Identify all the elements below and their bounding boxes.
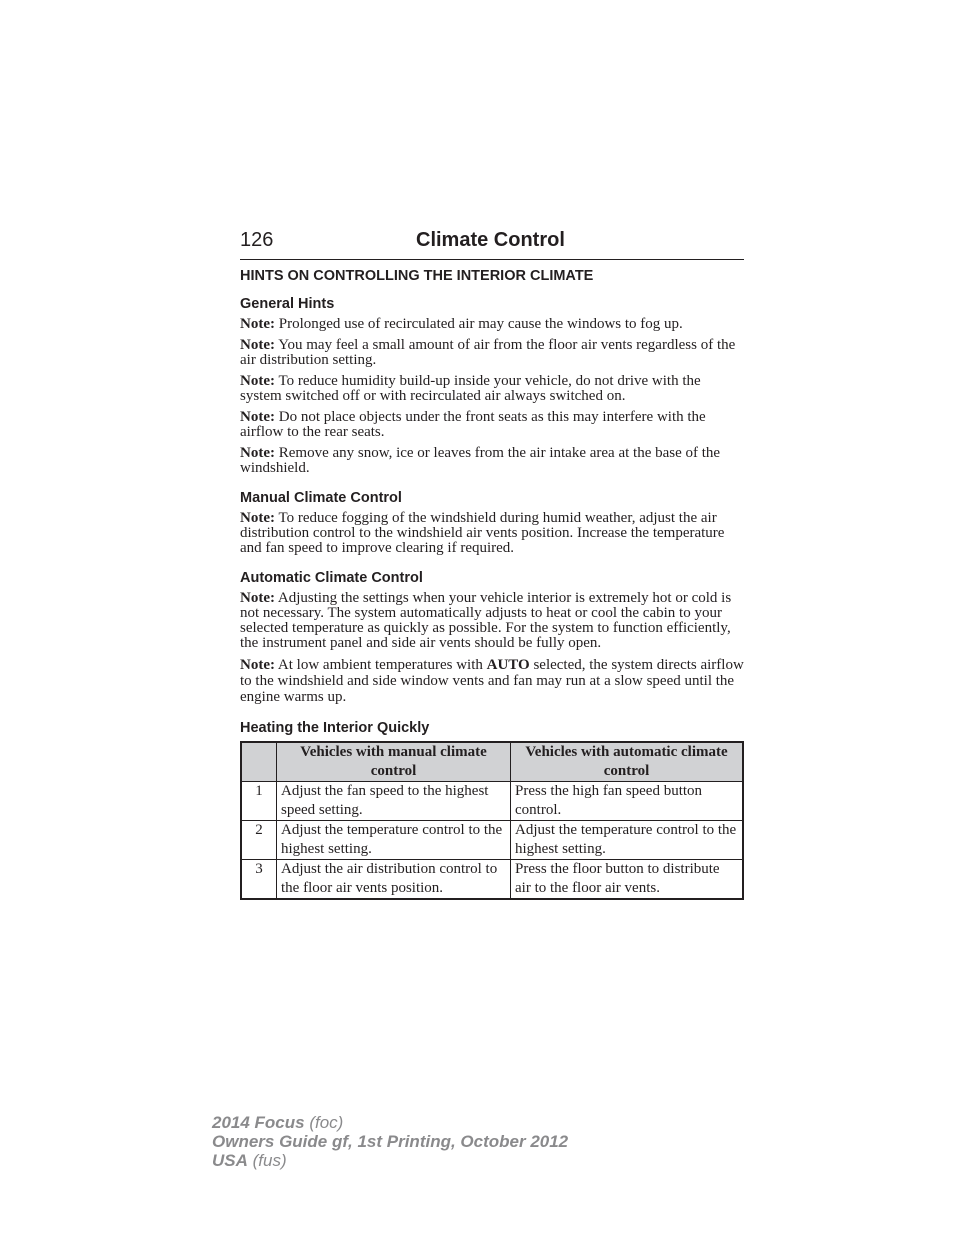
note-text: Adjusting the settings when your vehicle interior is extremely hot or cold is not necessary. The system automatically adjusts to heat or cool the cabin to your selected temperature as quickly as possible. For the system to function efficiently, the instrument panel and side air vents should be fully open. bbox=[240, 590, 732, 651]
note-text: At low ambient temperatures with bbox=[277, 657, 483, 673]
step-number: 3 bbox=[241, 860, 277, 900]
note-label: Note: bbox=[240, 590, 275, 606]
table-header-manual: Vehicles with manual climate control bbox=[277, 742, 511, 782]
note-label: Note: bbox=[240, 337, 275, 353]
automatic-climate-heading: Automatic Climate Control bbox=[240, 570, 423, 586]
page-number: 126 bbox=[240, 229, 274, 251]
manual-climate-heading: Manual Climate Control bbox=[240, 490, 402, 506]
page-header bbox=[240, 229, 744, 260]
note-paragraph bbox=[240, 657, 744, 705]
note-paragraph bbox=[240, 446, 744, 476]
footer-guide: Owners Guide gf, 1st Printing, October 2012 bbox=[212, 1132, 569, 1151]
footer-region: USA bbox=[212, 1151, 248, 1170]
manual-step: Adjust the fan speed to the highest speed setting. bbox=[277, 782, 511, 821]
table-header-row bbox=[241, 742, 743, 782]
heating-table bbox=[240, 741, 744, 900]
footer bbox=[212, 1113, 568, 1170]
table-row bbox=[241, 821, 743, 860]
manual-step: Adjust the air distribution control to the floor air vents position. bbox=[277, 860, 511, 900]
note-label: Note: bbox=[240, 510, 275, 526]
note-text: Prolonged use of recirculated air may cause the windows to fog up. bbox=[278, 316, 683, 332]
table-row bbox=[241, 860, 743, 900]
note-text: You may feel a small amount of air from the floor air vents regardless of the air distribution setting. bbox=[240, 337, 736, 368]
footer-line-region bbox=[212, 1151, 568, 1170]
footer-model: 2014 Focus bbox=[212, 1113, 305, 1132]
heating-quickly-heading: Heating the Interior Quickly bbox=[240, 720, 430, 736]
footer-model-code: (foc) bbox=[309, 1113, 344, 1132]
automatic-step: Press the floor button to distribute air to the floor air vents. bbox=[511, 860, 744, 900]
manual-step: Adjust the temperature control to the highest setting. bbox=[277, 821, 511, 860]
table-header-automatic: Vehicles with automatic climate control bbox=[511, 742, 744, 782]
footer-line-model bbox=[212, 1113, 568, 1132]
note-text: Do not place objects under the front seats as this may interfere with the airflow to the rear seats. bbox=[240, 409, 706, 440]
footer-region-code: (fus) bbox=[252, 1151, 287, 1170]
note-label: Note: bbox=[240, 316, 275, 332]
note-label: Note: bbox=[240, 373, 275, 389]
step-number: 1 bbox=[241, 782, 277, 821]
note-paragraph bbox=[240, 591, 744, 651]
note-text: selected, the system directs airflow to the windshield and side window vents and fan may run at a slow speed until the engine warms up. bbox=[240, 657, 744, 705]
main-content bbox=[240, 268, 744, 900]
note-label: Note: bbox=[240, 657, 275, 673]
note-paragraph bbox=[240, 410, 744, 440]
note-text: Remove any snow, ice or leaves from the air intake area at the base of the windshield. bbox=[240, 445, 721, 476]
table-row bbox=[241, 782, 743, 821]
page-title: Climate Control bbox=[416, 229, 565, 251]
note-paragraph bbox=[240, 317, 744, 332]
step-number: 2 bbox=[241, 821, 277, 860]
note-text: To reduce humidity build-up inside your vehicle, do not drive with the system switched off or with recirculated air always switched on. bbox=[240, 373, 701, 404]
general-hints-heading: General Hints bbox=[240, 296, 335, 312]
automatic-step: Adjust the temperature control to the highest setting. bbox=[511, 821, 744, 860]
note-label: Note: bbox=[240, 409, 275, 425]
note-paragraph bbox=[240, 511, 744, 556]
automatic-step: Press the high fan speed button control. bbox=[511, 782, 744, 821]
section-title: HINTS ON CONTROLLING THE INTERIOR CLIMATE bbox=[240, 268, 594, 284]
note-paragraph bbox=[240, 338, 744, 368]
note-paragraph bbox=[240, 374, 744, 404]
note-label: Note: bbox=[240, 445, 275, 461]
table-header-empty bbox=[241, 742, 277, 782]
auto-keyword: AUTO bbox=[486, 657, 530, 673]
note-text: To reduce fogging of the windshield during humid weather, adjust the air distribution control to the windshield air vents position. Increase the temperature and fan speed to improve clearing if required. bbox=[240, 510, 725, 556]
footer-line-guide bbox=[212, 1132, 568, 1151]
